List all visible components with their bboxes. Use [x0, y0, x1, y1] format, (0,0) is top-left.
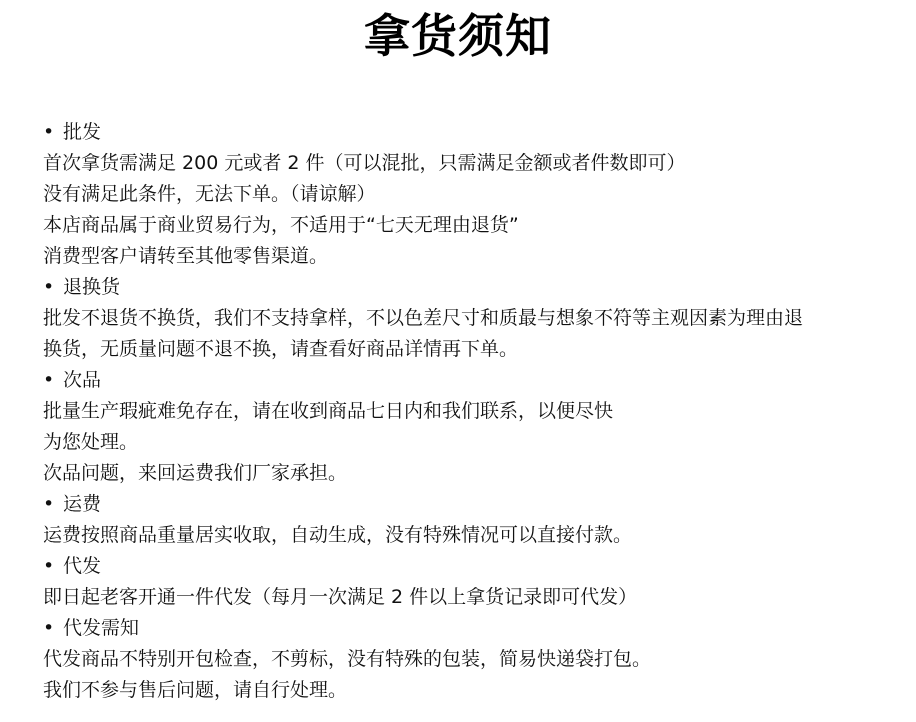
text-line: 没有满足此条件，无法下单。（请谅解）: [43, 183, 376, 205]
text-line: 首次拿货需满足 200 元或者 2 件（可以混批，只需满足金额或者件数即可）: [43, 152, 686, 174]
text-line: 我们不参与售后问题，请自行处理。: [43, 679, 348, 701]
text-line: 换货，无质量问题不退不换，请查看好商品详情再下单。: [43, 338, 519, 360]
section-heading-label: 代发: [63, 555, 102, 577]
bullet-icon: •: [43, 276, 55, 298]
bullet-icon: •: [43, 121, 55, 143]
section-heading-defects: [43, 365, 903, 396]
section-heading-shipping: [43, 489, 903, 520]
text-line: 即日起老客开通一件代发（每月一次满足 2 件以上拿货记录即可代发）: [43, 586, 638, 608]
text-line: 代发商品不特别开包检查，不剪标，没有特殊的包装，简易快递袋打包。: [43, 648, 652, 670]
text-line: 为您处理。: [43, 431, 139, 453]
text-line: 消费型客户请转至其他零售渠道。: [43, 245, 329, 267]
section-heading-label: 代发需知: [63, 617, 140, 639]
text-line: 次品问题，来回运费我们厂家承担。: [43, 462, 348, 484]
text-line: 运费按照商品重量居实收取，自动生成，没有特殊情况可以直接付款。: [43, 524, 633, 546]
bullet-icon: •: [43, 493, 55, 515]
text-line: 批量生产瑕疵难免存在，请在收到商品七日内和我们联系，以便尽快: [43, 400, 614, 422]
section-heading-label: 退换货: [63, 276, 121, 298]
section-heading-dropship-notes: [43, 613, 903, 644]
text-line: 批发不退货不换货，我们不支持拿样，不以色差尺寸和质最与想象不符等主观因素为理由退: [43, 307, 804, 329]
page-title: 拿货须知: [364, 9, 552, 63]
section-heading-label: 次品: [63, 369, 102, 391]
section-heading-label: 运费: [63, 493, 102, 515]
bullet-icon: •: [43, 369, 55, 391]
notice-content: [43, 117, 903, 706]
text-line: 本店商品属于商业贸易行为，不适用于“七天无理由退货”: [43, 214, 519, 236]
section-heading-label: 批发: [63, 121, 102, 143]
section-heading-dropship: [43, 551, 903, 582]
bullet-icon: •: [43, 555, 55, 577]
section-heading-returns: [43, 272, 903, 303]
section-heading-wholesale: [43, 117, 903, 148]
bullet-icon: •: [43, 617, 55, 639]
